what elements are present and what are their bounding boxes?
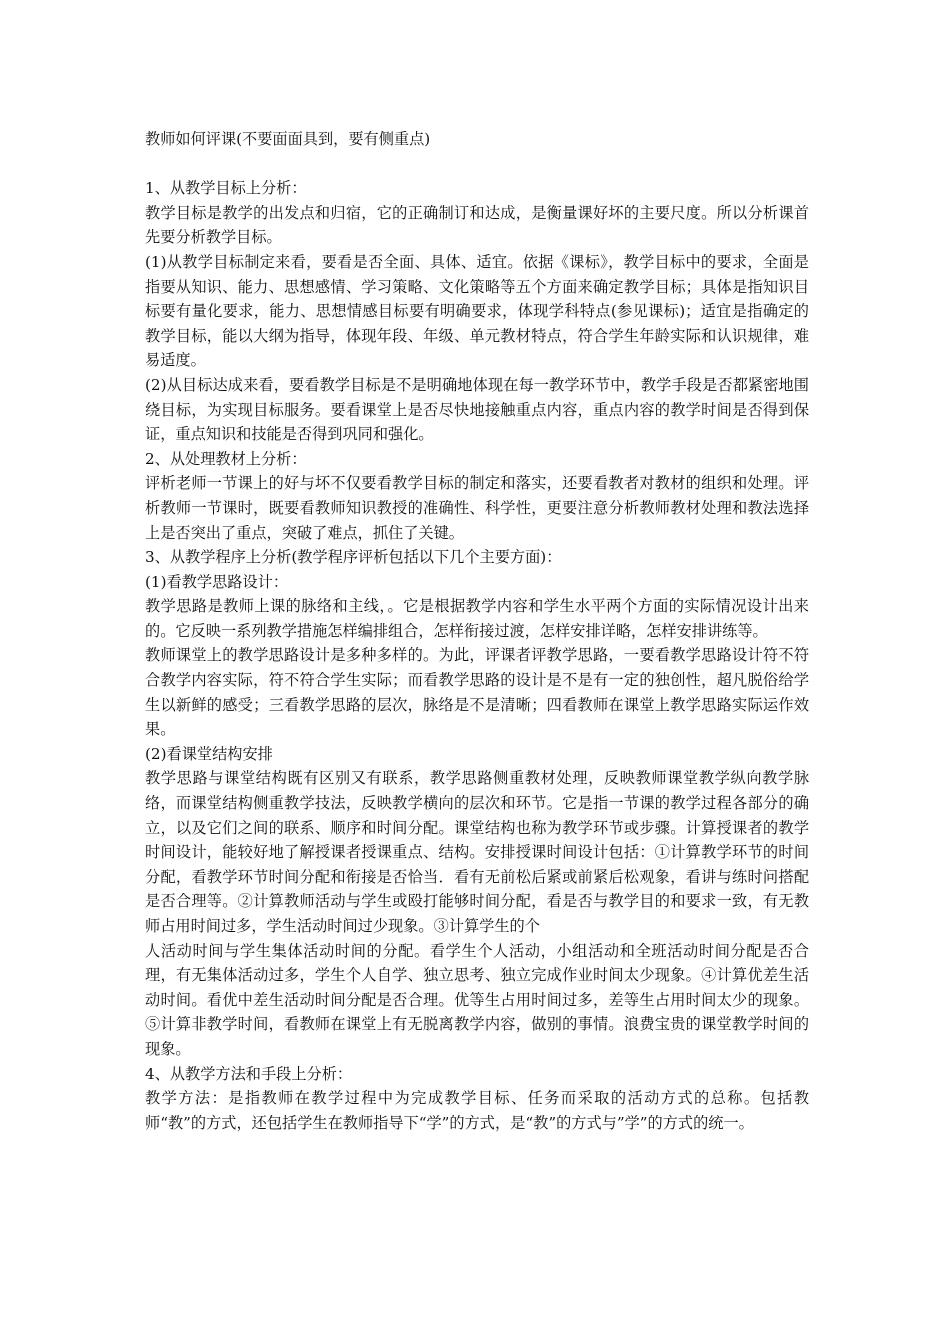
heading-3: 3、从教学程序上分析(教学程序评析包括以下几个主要方面)： bbox=[145, 548, 562, 567]
document-page bbox=[145, 127, 809, 1135]
blank-line bbox=[145, 152, 809, 177]
subheading: (2)看课堂结构安排 bbox=[145, 744, 273, 763]
paragraph: 教学思路与课堂结构既有区别又有联系，教学思路侧重教材处理，反映教师课堂教学纵向教学脉络，而课堂结构侧重教学技法，反映教学横向的层次和环节。它是指一节课的教学过程各部分的确立，以及它们之间的联系、顺序和时间分配。课堂结构也称为教学环节或步骤。计算授课者的教学时间设计，能较好地了解授课者授课重点、结构。安排授课时间设计包括：①计算教学环节的时间分配，看教学环节时间分配和衔接是否恰当．看有无前松后紧或前紧后松观象，看讲与练时问搭配是否合理等。②计算教师活动与学生或殴打能够时间分配，看是否与教学目的和要求一致，有无教师占用时间过多，学生活动时间过少现象。③计算学生的个 bbox=[145, 769, 809, 935]
paragraph: 教学目标是教学的出发点和归宿，它的正确制订和达成，是衡量课好坏的主要尺度。所以分析课首先要分析教学目标。 bbox=[145, 203, 809, 247]
paragraph: 评析老师一节课上的好与坏不仅要看教学目标的制定和落实，还要看教者对教材的组织和处理。评析教师一节课时，既要看教师知识教授的准确性、科学性，更要注意分析教师教材处理和教法选择上是否突出了重点，突破了难点，抓住了关键。 bbox=[145, 474, 809, 542]
subheading: (1)看教学思路设计： bbox=[145, 572, 289, 591]
paragraph: 教师课堂上的教学思路设计是多种多样的。为此，评课者评教学思路，一要看教学思路设计符不符合教学内容实际，符不符合学生实际；而看教学思路的设计是不是有一定的独创性，超凡脱俗给学生以新鲜的感受；三看教学思路的层次，脉络是不是清晰；四看教师在课堂上教学思路实际运作效果。 bbox=[145, 646, 809, 739]
paragraph: 教学方法：是指教师在教学过程中为完成教学目标、任务而采取的活动方式的总称。包括教师“教”的方式，还包括学生在教师指导下“学”的方式，是“教”的方式与”学”的方式的统一。 bbox=[145, 1089, 809, 1132]
heading-1: 1、从教学目标上分析： bbox=[145, 179, 307, 198]
paragraph: (1)从教学目标制定来看，要看是否全面、具体、适宜。依据《课标》，教学目标中的要求，全面是指要从知识、能力、思想感情、学习策略、文化策略等五个方面来确定教学目标；具体是指知识目标要有量化要求，能力、思想情感目标要有明确要求，体现学科特点(参见课标)；适宜是指确定的教学目标，能以大纲为指导，体现年段、年级、单元教材特点，符合学生年龄实际和认识规律，难易适度。 bbox=[145, 252, 809, 370]
heading-2: 2、从处理教材上分析： bbox=[145, 449, 307, 468]
paragraph: 教学思路是教师上课的脉络和主线，。它是根据教学内容和学生水平两个方面的实际情况设计出来的。它反映一系列教学措施怎样编排组合，怎样衔接过渡，怎样安排详略，怎样安排讲练等。 bbox=[145, 597, 809, 640]
document-title: 教师如何评课(不要面面具到，要有侧重点) bbox=[145, 130, 431, 148]
heading-4: 4、从教学方法和手段上分析： bbox=[145, 1064, 353, 1083]
paragraph: (2)从目标达成来看，要看教学目标是不是明确地体现在每一教学环节中，教学手段是否都紧密地围绕目标，为实现目标服务。要看课堂上是否尽快地接触重点内容，重点内容的教学时间是否得到保证，重点知识和技能是否得到巩同和强化。 bbox=[145, 375, 809, 444]
paragraph: 人活动时间与学生集体活动时间的分配。看学生个人活动，小组活动和全班活动时间分配是否合理，有无集体活动过多，学生个人自学、独立思考、独立完成作业时间太少现象。④计算优差生活动时间。看优中差生活动时间分配是否合理。优等生占用时间过多，差等生占用时间太少的现象。⑤计算非教学时间，看教师在课堂上有无脱离教学内容，做别的事情。浪费宝贵的课堂教学时间的现象。 bbox=[145, 941, 809, 1058]
